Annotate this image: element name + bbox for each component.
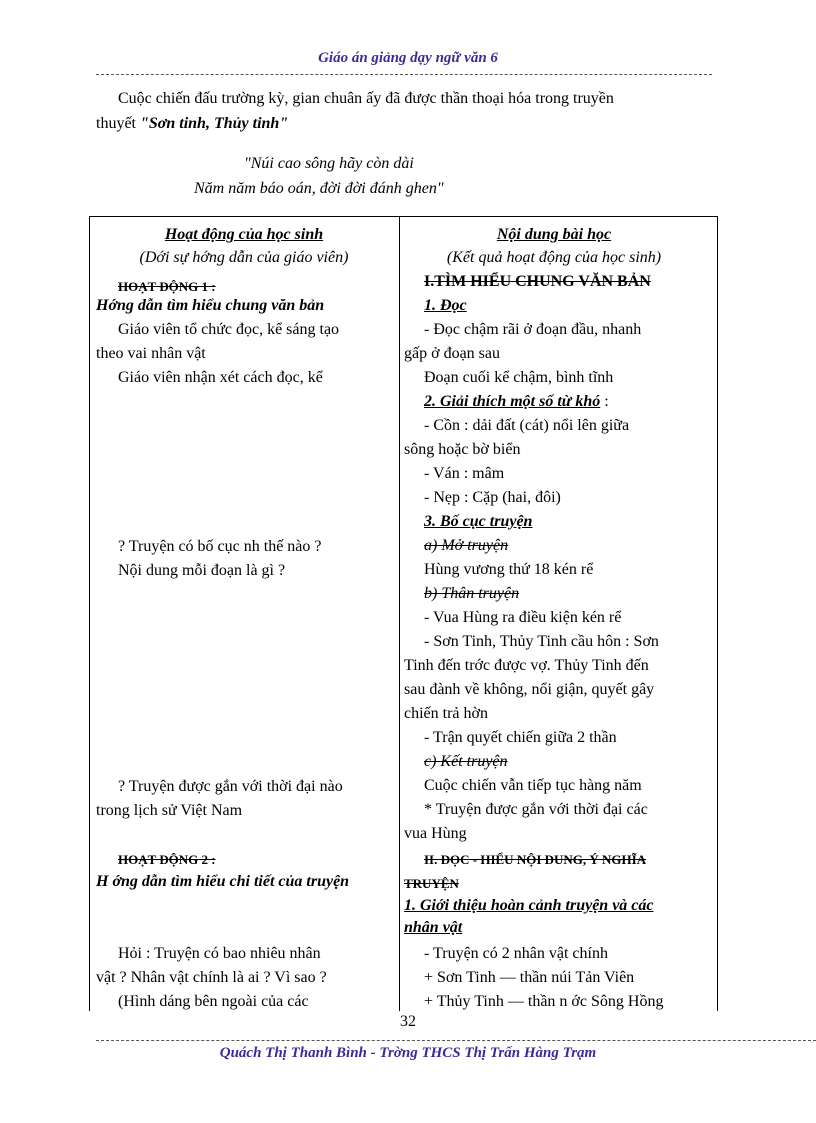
subsection-vocabulary-title: 2. Giải thích một số từ khó [424,393,601,410]
question-characters: (Hình dáng bên ngoài của các [118,993,309,1010]
page-header: Giáo án giảng dạy ngữ văn 6 [318,50,498,66]
part-b-text: chiến trả hờn [404,705,488,722]
subsection-reading: 1. Đọc [424,297,467,314]
reading-text: gấp ở đoạn sau [404,345,500,362]
part-b-text: sau đành về không, nổi giận, quyết gây [404,681,655,698]
reading-text: Đoạn cuối kể chậm, bình tĩnh [424,369,614,386]
subsection-vocabulary [424,393,724,411]
page-number: 32 [400,1013,416,1030]
poem-line-2: Năm năm báo oán, đời đời đánh ghen" [194,180,444,197]
subsection-vocabulary-colon: : [600,393,609,410]
intro-prefix: thuyết [96,115,140,132]
activity-2-title: H ớng dẫn tìm hiểu chi tiết của truyện [96,873,350,890]
part-b-text: Tinh đến trớc được vợ. Thủy Tinh đến [404,657,649,674]
activity-1-text: theo vai nhân vật [96,345,206,362]
vocabulary-item: - Cồn : dải đất (cát) nổi lên giữa [424,417,630,434]
activity-1-label: HOẠT ĐỘNG 1 : [118,279,216,294]
era-note: * Truyện được gắn với thời đại các [424,801,648,818]
page-footer: Quách Thị Thanh Bình - Trờng THCS Thị Trấn Hàng Trạm [219,1045,597,1061]
vocabulary-item: - Ván : mâm [424,465,505,482]
part-b-text: - Trận quyết chiến giữa 2 thần [424,729,617,746]
right-column-subheading: (Kết quả hoạt động của học sinh) [446,249,662,266]
part-c-text: Cuộc chiến vẫn tiếp tục hàng năm [424,777,642,794]
question-structure: Nội dung mỗi đoạn là gì ? [118,562,286,579]
activity-1-text: Giáo viên nhận xét cách đọc, kể [118,369,323,386]
part-a-heading: a) Mở truyện [424,537,509,554]
character-item: - Truyện có 2 nhân vật chính [424,945,608,962]
question-era: trong lịch sử Việt Nam [96,802,243,819]
subsection-context: nhân vật [404,919,463,936]
question-characters: vật ? Nhân vật chính là ai ? Vì sao ? [96,969,327,986]
subsection-context: 1. Giới thiệu hoàn cảnh truyện và các [404,897,654,914]
vocabulary-item: - Nẹp : Cặp (hai, đôi) [424,489,561,506]
part-b-heading: b) Thân truyện [424,585,520,602]
activity-1-title: Hớng dẫn tìm hiểu chung văn bản [96,297,325,314]
intro-story-title: "Sơn tinh, Thủy tinh" [140,115,289,132]
era-note: vua Hùng [404,825,467,842]
question-structure: ? Truyện có bố cục nh thế nào ? [118,538,322,555]
left-column-subheading: (Dới sự hớng dẫn của giáo viên) [139,249,349,266]
section-2-heading: TRUYỆN [404,876,459,891]
question-characters: Hỏi : Truyện có bao nhiêu nhân [118,945,321,962]
part-c-heading: c) Kết truyện [424,753,508,770]
intro-paragraph [96,86,708,136]
intro-line-1: Cuộc chiến đấu trường kỳ, gian chuân ấy đã được thần thoại hóa trong truyền [118,90,614,107]
left-column-heading: Hoạt động của học sinh [164,226,324,243]
right-column-heading: Nội dung bài học [496,226,612,243]
part-b-text: - Sơn Tinh, Thủy Tinh cầu hôn : Sơn [424,633,659,650]
character-item: + Sơn Tinh — thần núi Tản Viên [424,969,635,986]
part-a-text: Hùng vương thứ 18 kén rể [424,561,594,578]
footer-rule [96,1040,816,1041]
question-era: ? Truyện được gắn với thời đại nào [118,778,343,795]
intro-line-2 [96,111,708,136]
subsection-structure: 3. Bố cục truyện [424,513,533,530]
character-item: + Thủy Tinh — thần n ớc Sông Hồng [424,993,664,1010]
poem-line-1: "Núi cao sông hãy còn dài [244,155,414,172]
section-2-heading: II. ĐỌC - HIỂU NỘI DUNG, Ý NGHĨA [424,852,647,867]
activity-2-label: HOẠT ĐỘNG 2 : [118,852,216,867]
vocabulary-item: sông hoặc bờ biển [404,441,521,458]
header-rule [96,74,712,75]
activity-1-text: Giáo viên tổ chức đọc, kể sáng tạo [118,321,340,338]
reading-text: - Đọc chậm rãi ở đoạn đầu, nhanh [424,321,642,338]
part-b-text: - Vua Hùng ra điều kiện kén rể [424,609,622,626]
section-1-heading: I.TÌM HIỂU CHUNG VĂN BẢN [424,273,651,290]
